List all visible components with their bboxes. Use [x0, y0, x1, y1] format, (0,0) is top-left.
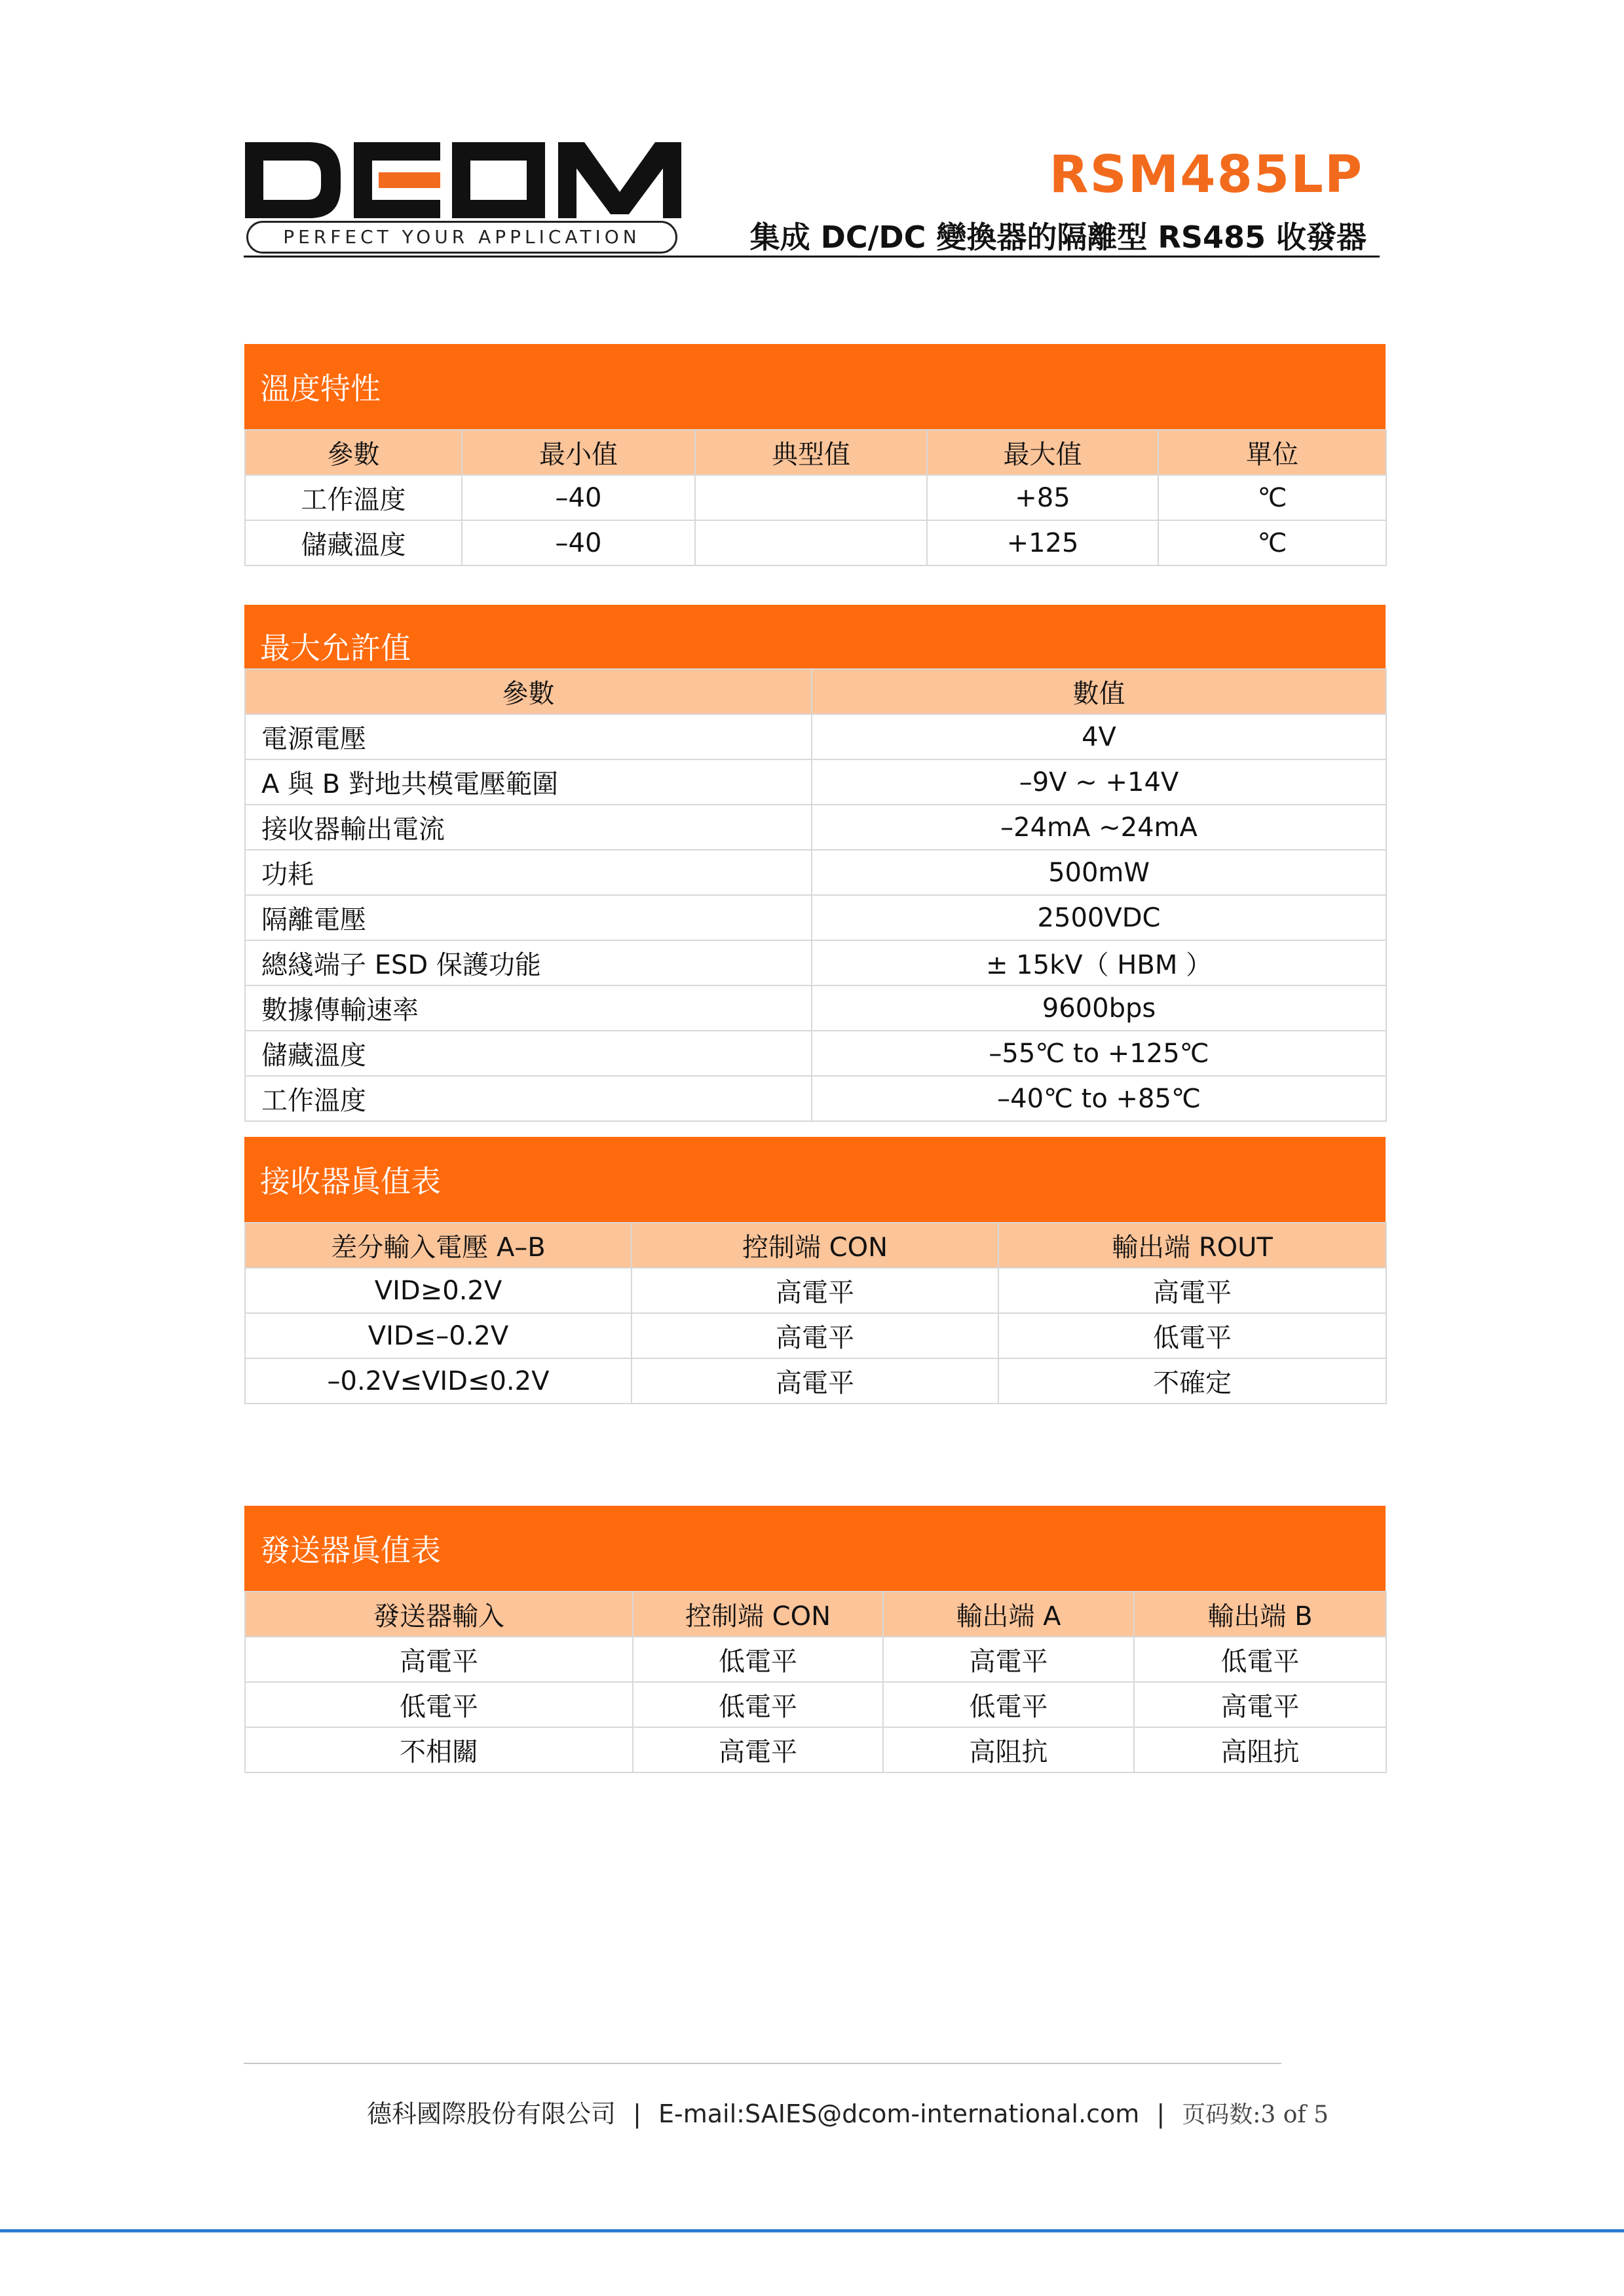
table-cell: 工作溫度: [245, 475, 462, 520]
table-header-row: [245, 669, 1386, 714]
table-cell: –40: [462, 520, 695, 565]
table-cell: 低電平: [1134, 1637, 1386, 1682]
product-description: 集成 DC/DC 變換器的隔離型 RS485 收發器: [749, 220, 1367, 255]
company-name: 德科國際股份有限公司: [367, 2099, 616, 2128]
table-cell: ± 15kV（ HBM ）: [812, 940, 1386, 985]
product-code: RSM485LP: [1049, 145, 1363, 204]
col-header: 輸出端 ROUT: [998, 1223, 1386, 1268]
col-header: 輸出端 B: [1134, 1592, 1386, 1637]
table-cell: 高阻抗: [1134, 1727, 1386, 1772]
receiver-truth-title: 接收器眞值表: [244, 1137, 1386, 1222]
table-cell: 不相關: [245, 1727, 633, 1772]
col-header: 最小值: [462, 430, 695, 475]
table-cell: VID≤–0.2V: [245, 1313, 632, 1358]
table-cell: 電源電壓: [245, 714, 812, 759]
col-header: 發送器輸入: [245, 1592, 633, 1637]
table-cell: 500mW: [812, 850, 1386, 895]
table-row: [245, 1268, 1386, 1313]
temperature-table: [244, 429, 1387, 566]
contact-email[interactable]: E-mail:SAIES@dcom-international.com: [658, 2099, 1140, 2128]
table-row: [245, 805, 1386, 850]
table-cell: –9V ~ +14V: [812, 759, 1386, 805]
col-header: 典型值: [695, 430, 927, 475]
table-cell: 隔離電壓: [245, 895, 812, 940]
table-row: [245, 475, 1386, 520]
table-cell: 2500VDC: [812, 895, 1386, 940]
table-cell: 低電平: [633, 1637, 883, 1682]
max-values-title: 最大允許值: [244, 605, 1386, 668]
table-cell: 低電平: [245, 1682, 633, 1727]
table-cell: 高阻抗: [883, 1727, 1134, 1772]
table-row: [245, 850, 1386, 895]
col-header: 控制端 CON: [633, 1592, 883, 1637]
page-footer: [367, 2094, 1329, 2130]
table-cell: 9600bps: [812, 985, 1386, 1031]
table-cell: 低電平: [883, 1682, 1134, 1727]
col-header: 差分輸入電壓 A–B: [245, 1223, 632, 1268]
sender-truth-section: [244, 1506, 1386, 1773]
sender-truth-title: 發送器眞值表: [244, 1506, 1386, 1591]
table-cell: 數據傳輸速率: [245, 985, 812, 1031]
table-row: [245, 1313, 1386, 1358]
table-cell: 4V: [812, 714, 1386, 759]
table-cell: 高電平: [633, 1727, 883, 1772]
table-cell: ℃: [1158, 475, 1386, 520]
col-header: 參數: [245, 669, 812, 714]
dcom-logo-mark: [244, 141, 683, 220]
page-number: 页码数:3 of 5: [1182, 2101, 1329, 2128]
table-cell: VID≥0.2V: [245, 1268, 632, 1313]
table-cell: 總綫端子 ESD 保護功能: [245, 940, 812, 985]
max-values-section: [244, 605, 1386, 1122]
receiver-truth-table: [244, 1222, 1387, 1404]
table-row: [245, 985, 1386, 1031]
table-cell: –40: [462, 475, 695, 520]
page-bottom-rule: [0, 2229, 1624, 2232]
table-cell: A 與 B 對地共模電壓範圍: [245, 759, 812, 805]
table-row: [245, 1682, 1386, 1727]
table-cell: 儲藏溫度: [245, 1031, 812, 1076]
col-header: 控制端 CON: [632, 1223, 998, 1268]
table-cell: ℃: [1158, 520, 1386, 565]
col-header: 最大值: [927, 430, 1158, 475]
table-cell: 工作溫度: [245, 1076, 812, 1121]
table-cell: –40℃ to +85℃: [812, 1076, 1386, 1121]
table-cell: +125: [927, 520, 1158, 565]
table-cell: 低電平: [998, 1313, 1386, 1358]
footer-separator: |: [1156, 2099, 1165, 2128]
temperature-section: [244, 344, 1386, 566]
footer-divider: [244, 2063, 1281, 2064]
table-cell: 高電平: [632, 1268, 998, 1313]
col-header: 參數: [245, 430, 462, 475]
col-header: 輸出端 A: [883, 1592, 1134, 1637]
table-cell: 高電平: [998, 1268, 1386, 1313]
table-cell: 高電平: [1134, 1682, 1386, 1727]
table-row: [245, 520, 1386, 565]
table-row: [245, 1637, 1386, 1682]
table-row: [245, 940, 1386, 985]
table-row: [245, 1358, 1386, 1404]
receiver-truth-section: [244, 1137, 1386, 1404]
table-header-row: [245, 1223, 1386, 1268]
table-cell: 高電平: [632, 1358, 998, 1404]
header-divider: [244, 256, 1380, 258]
table-cell: 儲藏溫度: [245, 520, 462, 565]
logo-tagline: PERFECT YOUR APPLICATION: [246, 221, 677, 254]
table-cell: –55℃ to +125℃: [812, 1031, 1386, 1076]
table-row: [245, 895, 1386, 940]
table-cell: 高電平: [632, 1313, 998, 1358]
table-cell: 高電平: [883, 1637, 1134, 1682]
table-cell: [695, 520, 927, 565]
table-row: [245, 714, 1386, 759]
sender-truth-table: [244, 1591, 1387, 1773]
table-cell: –0.2V≤VID≤0.2V: [245, 1358, 632, 1404]
table-cell: +85: [927, 475, 1158, 520]
temperature-title: 溫度特性: [244, 344, 1386, 429]
table-cell: 不確定: [998, 1358, 1386, 1404]
col-header: 單位: [1158, 430, 1386, 475]
table-cell: 接收器輸出電流: [245, 805, 812, 850]
table-row: [245, 759, 1386, 805]
table-cell: 高電平: [245, 1637, 633, 1682]
table-row: [245, 1076, 1386, 1121]
table-cell: 功耗: [245, 850, 812, 895]
table-row: [245, 1031, 1386, 1076]
company-logo: [244, 141, 683, 256]
table-cell: –24mA ~24mA: [812, 805, 1386, 850]
table-cell: 低電平: [633, 1682, 883, 1727]
table-header-row: [245, 1592, 1386, 1637]
table-cell: [695, 475, 927, 520]
table-header-row: [245, 430, 1386, 475]
col-header: 數值: [812, 669, 1386, 714]
max-values-table: [244, 668, 1387, 1122]
table-row: [245, 1727, 1386, 1772]
footer-separator: |: [633, 2099, 641, 2128]
